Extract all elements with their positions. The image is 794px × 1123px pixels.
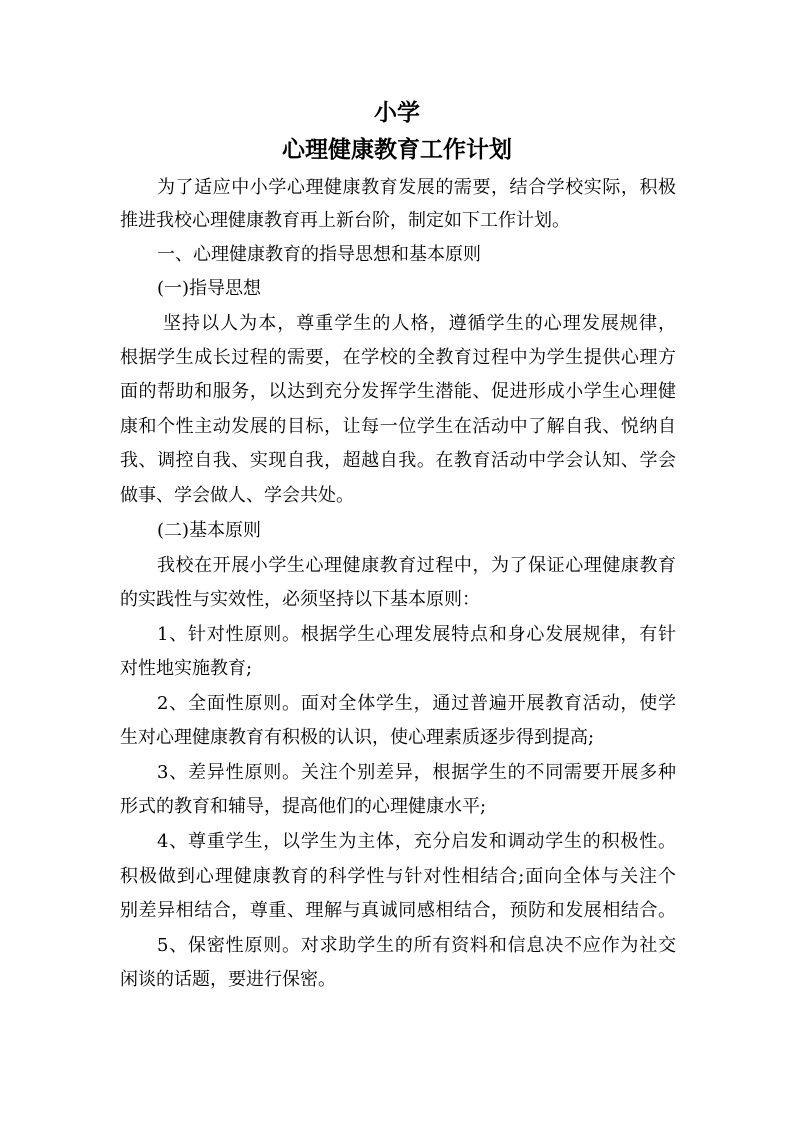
- list-item-line: 形式的教育和辅导，提高他们的心理健康水平;: [120, 796, 487, 817]
- list-item-line: 5、保密性原则。对求助学生的所有资料和信息决不应作为社交: [157, 935, 676, 956]
- list-item-line: 积极做到心理健康教育的科学性与针对性相结合;面向全体与关注个: [120, 866, 676, 887]
- paragraph-line: 我校在开展小学生心理健康教育过程中，为了保证心理健康教育: [157, 555, 676, 576]
- list-item-line: 2、全面性原则。面对全体学生，通过普遍开展教育活动，使学: [157, 693, 676, 714]
- paragraph-line: 面的帮助和服务，以达到充分发挥学生潜能、促进形成小学生心理健: [120, 381, 676, 402]
- subsection-heading: (二)基本原则: [157, 520, 262, 541]
- subsection-heading: (一)指导思想: [157, 278, 262, 299]
- list-item-line: 闲谈的话题，要进行保密。: [120, 969, 336, 990]
- paragraph-line: 为了适应中小学心理健康教育发展的需要，结合学校实际，积极: [157, 177, 676, 198]
- list-item-line: 3、差异性原则。关注个别差异，根据学生的不同需要开展多种: [157, 762, 676, 783]
- list-item-line: 别差异相结合，尊重、理解与真诚同感相结合，预防和发展相结合。: [120, 900, 676, 921]
- paragraph-line: 根据学生成长过程的需要，在学校的全教育过程中为学生提供心理方: [120, 347, 676, 368]
- paragraph-line: 康和个性主动发展的目标，让每一位学生在活动中了解自我、悦纳自: [120, 416, 676, 437]
- paragraph-line: 我、调控自我、实现自我，超越自我。在教育活动中学会认知、学会: [120, 450, 676, 471]
- list-item-line: 1、针对性原则。根据学生心理发展特点和身心发展规律，有针: [157, 624, 676, 645]
- section-heading: 一、心理健康教育的指导思想和基本原则: [157, 244, 481, 265]
- paragraph-line: 的实践性与实效性，必须坚持以下基本原则：: [120, 589, 480, 610]
- paragraph-line: 做事、学会做人、学会共处。: [120, 485, 354, 506]
- document-title: 心理健康教育工作计划: [282, 136, 512, 163]
- paragraph-line: 坚持以人为本，尊重学生的人格，遵循学生的心理发展规律，: [163, 313, 676, 334]
- document-title-school: 小学: [374, 99, 420, 126]
- paragraph-line: 推进我校心理健康教育再上新台阶，制定如下工作计划。: [120, 210, 570, 231]
- list-item-line: 生对心理健康教育有积极的认识，使心理素质逐步得到提高;: [120, 727, 595, 748]
- list-item-line: 对性地实施教育;: [120, 658, 253, 679]
- list-item-line: 4、尊重学生，以学生为主体，充分启发和调动学生的积极性。: [157, 831, 676, 852]
